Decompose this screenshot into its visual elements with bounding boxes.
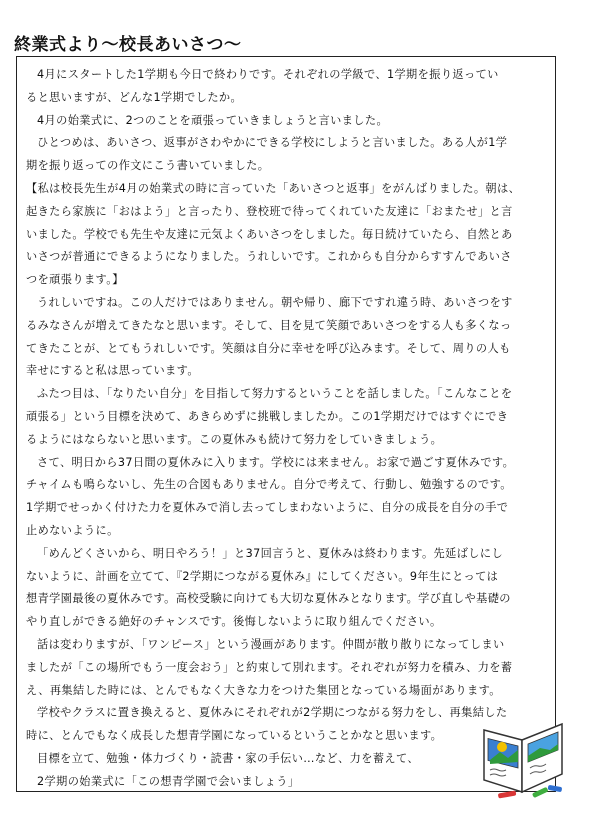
text-line: 想青学園最後の夏休みです。高校受験に向けても大切な夏休みとなります。学び直しや基礎の	[26, 592, 511, 606]
text-line: 「めんどくさいから、明日やろう！」と37回言うと、夏休みは終わります。先延ばしにし	[37, 546, 504, 560]
speech-body	[26, 64, 556, 794]
text-line: てきたことが、とてもうれしいです。笑顔は自分に幸せを呼び込みます。そして、周りの人も	[26, 341, 511, 355]
text-line: 学校やクラスに置き換えると、夏休みにそれぞれが2学期につながる努力をし、再集結した	[37, 706, 508, 720]
text-line: 1学期でせっかく付けた力を夏休みで消し去ってしまわないように、自分の成長を自分の手で	[26, 501, 509, 515]
text-line: 目標を立て、勉強・体力づくり・読書・家の手伝い…など、力を蓄えて、	[37, 751, 419, 765]
text-line: るみなさんが増えてきたなと思います。そして、目を見て笑顔であいさつをする人も多くなっ	[26, 318, 512, 332]
text-line: 話は変わりますが、「ワンピース」という漫画があります。仲間が散り散りになってしまい	[37, 637, 505, 651]
text-line: いさつが普通にできるようになりました。うれしいです。これからも自分からすすんであいさ	[26, 250, 512, 264]
text-line: 頑張る」という目標を決めて、あきらめずに挑戦しましたか。この1学期だけではすぐにでき	[26, 409, 509, 423]
text-line: やり直しができる絶好のチャンスです。後悔しないように取り組んでください。	[26, 615, 442, 629]
text-line: 2学期の始業式に「この想青学園で会いましょう」	[37, 774, 300, 788]
text-line: 時に、とんでもなく成長した想青学園になっているということかなと思います。	[26, 729, 443, 743]
text-line: つを頑張ります。】	[26, 273, 124, 287]
text-line: ると思いますが、どんな1学期でしたか。	[26, 90, 243, 104]
text-line: さて、明日から37日間の夏休みに入ります。学校には来ません。お家で過ごす夏休みです。	[37, 455, 515, 469]
text-line: 4月の始業式に、2つのことを頑張っていきましょうと言いました。	[37, 113, 389, 127]
text-line: ないように、計画を立てて、『2学期につながる夏休み』にしてください。9年生にとっては	[26, 569, 499, 583]
text-line: うれしいですね。この人だけではありません。朝や帰り、廊下ですれ違う時、あいさつをす	[37, 295, 513, 309]
text-line: 期を振り返っての作文にこう書いていました。	[26, 159, 270, 173]
text-line: 起きたら家族に「おはよう」と言ったり、登校班で待ってくれていた友達に「おまたせ」と言	[26, 204, 513, 218]
text-line: 幸せにすると私は思っています。	[26, 364, 199, 378]
text-line: え、再集結した時には、とんでもなく大きな力をつけた集団となっている場面があります。	[26, 683, 501, 697]
text-line: るようにはならないと思います。この夏休みも続けて努力をしていきましょう。	[26, 432, 443, 446]
text-line: 【私は校長先生が4月の始業式の時に言っていた「あいさつと返事」をがんばりました。朝は、	[26, 181, 521, 195]
text-line: 4月にスタートした1学期も今日で終わりです。それぞれの学級で、1学期を振り返ってい	[37, 68, 499, 81]
text-line: チャイムも鳴らないし、先生の合図もありません。自分で考えて、行動し、勉強するのです。	[26, 478, 512, 492]
open-book-illustration	[478, 700, 568, 800]
text-line: ふたつ目は、「なりたい自分」を目指して努力するということを話しました。「こんなことを	[37, 387, 513, 401]
page-title: 終業式より～校長あいさつ～	[14, 35, 242, 55]
text-line: ましたが「この場所でもう一度会おう」と約束して別れます。それぞれが努力を積み、力を蓄	[26, 660, 513, 674]
text-line: ひとつめは、あいさつ、返事がさわやかにできる学校にしようと言いました。ある人が1学	[37, 136, 508, 150]
text-line: 止めないように。	[26, 523, 119, 537]
text-line: いました。学校でも先生や友達に元気よくあいさつをしました。毎日続けていたら、自然とあ	[26, 227, 513, 241]
